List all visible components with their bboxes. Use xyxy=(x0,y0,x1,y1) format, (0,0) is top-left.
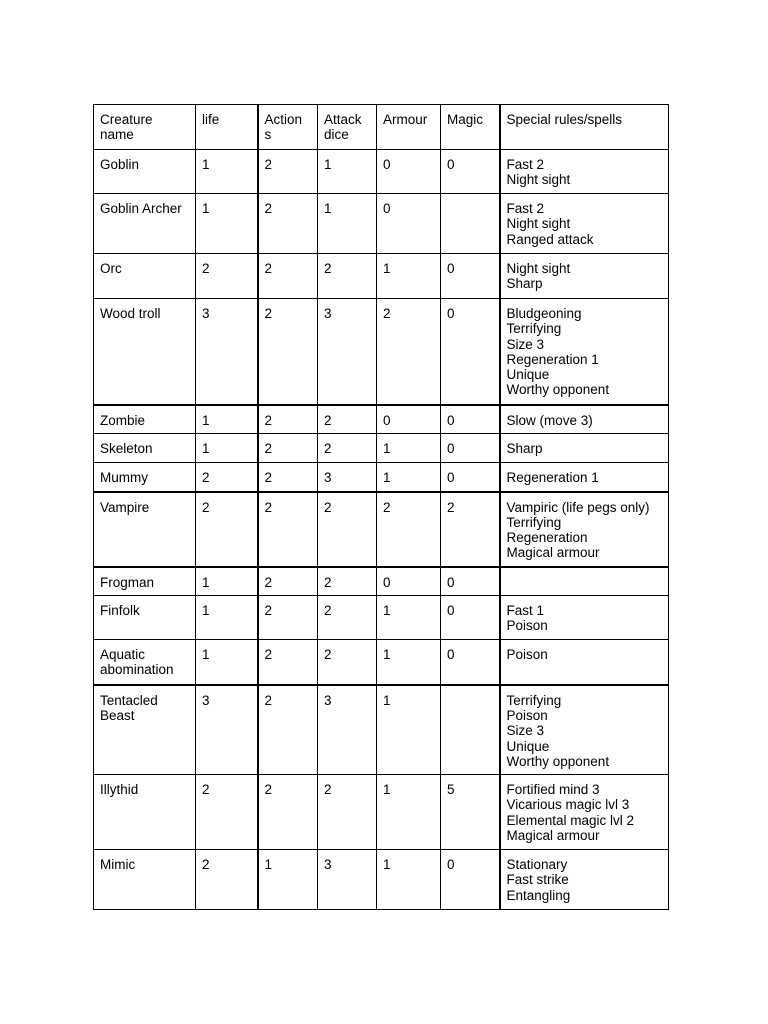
header-creature-name: Creature name xyxy=(94,105,196,150)
attack-dice-value: 2 xyxy=(318,434,377,463)
life-value: 1 xyxy=(196,405,258,434)
magic-value: 0 xyxy=(441,850,500,910)
header-special-rules: Special rules/spells xyxy=(500,105,669,150)
life-value: 2 xyxy=(196,492,258,567)
special-rules: Poison xyxy=(500,640,669,685)
life-value: 1 xyxy=(196,194,258,254)
actions-value: 2 xyxy=(258,405,318,434)
creature-name: Goblin Archer xyxy=(94,194,196,254)
life-value: 1 xyxy=(196,150,258,194)
header-magic: Magic xyxy=(441,105,500,150)
magic-value: 0 xyxy=(441,596,500,640)
magic-value: 0 xyxy=(441,640,500,685)
table-row xyxy=(94,596,669,640)
actions-value: 1 xyxy=(258,850,318,910)
table-row xyxy=(94,299,669,405)
special-rules: Stationary Fast strike Entangling xyxy=(500,850,669,910)
creature-name: Goblin xyxy=(94,150,196,194)
creature-name: Zombie xyxy=(94,405,196,434)
magic-value: 0 xyxy=(441,299,500,405)
table-row xyxy=(94,254,669,299)
magic-value: 0 xyxy=(441,254,500,299)
creature-name: Skeleton xyxy=(94,434,196,463)
special-rules: Regeneration 1 xyxy=(500,463,669,492)
special-rules: Fast 2 Night sight Ranged attack xyxy=(500,194,669,254)
special-rules xyxy=(500,567,669,596)
magic-value xyxy=(441,685,500,775)
actions-value: 2 xyxy=(258,596,318,640)
attack-dice-value: 2 xyxy=(318,775,377,850)
magic-value xyxy=(441,194,500,254)
actions-value: 2 xyxy=(258,150,318,194)
attack-dice-value: 3 xyxy=(318,299,377,405)
magic-value: 5 xyxy=(441,775,500,850)
table-row xyxy=(94,194,669,254)
magic-value: 0 xyxy=(441,434,500,463)
magic-value: 0 xyxy=(441,463,500,492)
table-row xyxy=(94,405,669,434)
creature-name: Illythid xyxy=(94,775,196,850)
header-attack-dice: Attack dice xyxy=(318,105,377,150)
armour-value: 2 xyxy=(377,299,441,405)
header-row xyxy=(94,105,669,150)
special-rules: Fast 2 Night sight xyxy=(500,150,669,194)
actions-value: 2 xyxy=(258,567,318,596)
creature-name: Finfolk xyxy=(94,596,196,640)
attack-dice-value: 1 xyxy=(318,194,377,254)
creature-name: Wood troll xyxy=(94,299,196,405)
actions-value: 2 xyxy=(258,685,318,775)
life-value: 1 xyxy=(196,596,258,640)
creature-name: Mimic xyxy=(94,850,196,910)
creature-name: Frogman xyxy=(94,567,196,596)
life-value: 2 xyxy=(196,775,258,850)
armour-value: 1 xyxy=(377,254,441,299)
life-value: 3 xyxy=(196,685,258,775)
armour-value: 0 xyxy=(377,405,441,434)
attack-dice-value: 3 xyxy=(318,685,377,775)
life-value: 2 xyxy=(196,850,258,910)
armour-value: 0 xyxy=(377,567,441,596)
header-actions: Action s xyxy=(258,105,318,150)
special-rules: Bludgeoning Terrifying Size 3 Regeneration 1 Unique Worthy opponent xyxy=(500,299,669,405)
table-row xyxy=(94,463,669,492)
armour-value: 2 xyxy=(377,492,441,567)
creature-name: Aquatic abomination xyxy=(94,640,196,685)
life-value: 2 xyxy=(196,254,258,299)
life-value: 3 xyxy=(196,299,258,405)
header-armour: Armour xyxy=(377,105,441,150)
special-rules: Fast 1 Poison xyxy=(500,596,669,640)
special-rules: Night sight Sharp xyxy=(500,254,669,299)
armour-value: 1 xyxy=(377,463,441,492)
actions-value: 2 xyxy=(258,463,318,492)
actions-value: 2 xyxy=(258,640,318,685)
actions-value: 2 xyxy=(258,492,318,567)
actions-value: 2 xyxy=(258,775,318,850)
actions-value: 2 xyxy=(258,254,318,299)
attack-dice-value: 2 xyxy=(318,567,377,596)
actions-value: 2 xyxy=(258,434,318,463)
armour-value: 0 xyxy=(377,194,441,254)
life-value: 1 xyxy=(196,567,258,596)
table-row xyxy=(94,640,669,685)
armour-value: 0 xyxy=(377,150,441,194)
creature-name: Orc xyxy=(94,254,196,299)
armour-value: 1 xyxy=(377,434,441,463)
attack-dice-value: 2 xyxy=(318,254,377,299)
attack-dice-value: 2 xyxy=(318,596,377,640)
special-rules: Terrifying Poison Size 3 Unique Worthy opponent xyxy=(500,685,669,775)
table-row xyxy=(94,150,669,194)
magic-value: 2 xyxy=(441,492,500,567)
special-rules: Slow (move 3) xyxy=(500,405,669,434)
attack-dice-value: 2 xyxy=(318,492,377,567)
magic-value: 0 xyxy=(441,405,500,434)
armour-value: 1 xyxy=(377,596,441,640)
actions-value: 2 xyxy=(258,299,318,405)
actions-value: 2 xyxy=(258,194,318,254)
table-row xyxy=(94,567,669,596)
attack-dice-value: 2 xyxy=(318,405,377,434)
table-row xyxy=(94,434,669,463)
magic-value: 0 xyxy=(441,567,500,596)
attack-dice-value: 3 xyxy=(318,850,377,910)
creature-name: Vampire xyxy=(94,492,196,567)
armour-value: 1 xyxy=(377,685,441,775)
attack-dice-value: 2 xyxy=(318,640,377,685)
life-value: 1 xyxy=(196,434,258,463)
special-rules: Fortified mind 3 Vicarious magic lvl 3 Elemental magic lvl 2 Magical armour xyxy=(500,775,669,850)
armour-value: 1 xyxy=(377,775,441,850)
life-value: 1 xyxy=(196,640,258,685)
table-row xyxy=(94,685,669,775)
special-rules: Sharp xyxy=(500,434,669,463)
special-rules: Vampiric (life pegs only) Terrifying Regeneration Magical armour xyxy=(500,492,669,567)
armour-value: 1 xyxy=(377,640,441,685)
life-value: 2 xyxy=(196,463,258,492)
table-row xyxy=(94,775,669,850)
attack-dice-value: 1 xyxy=(318,150,377,194)
table-row xyxy=(94,492,669,567)
creature-name: Mummy xyxy=(94,463,196,492)
table-row xyxy=(94,850,669,910)
armour-value: 1 xyxy=(377,850,441,910)
creature-stats-table xyxy=(93,104,669,910)
header-life: life xyxy=(196,105,258,150)
magic-value: 0 xyxy=(441,150,500,194)
creature-name: Tentacled Beast xyxy=(94,685,196,775)
attack-dice-value: 3 xyxy=(318,463,377,492)
